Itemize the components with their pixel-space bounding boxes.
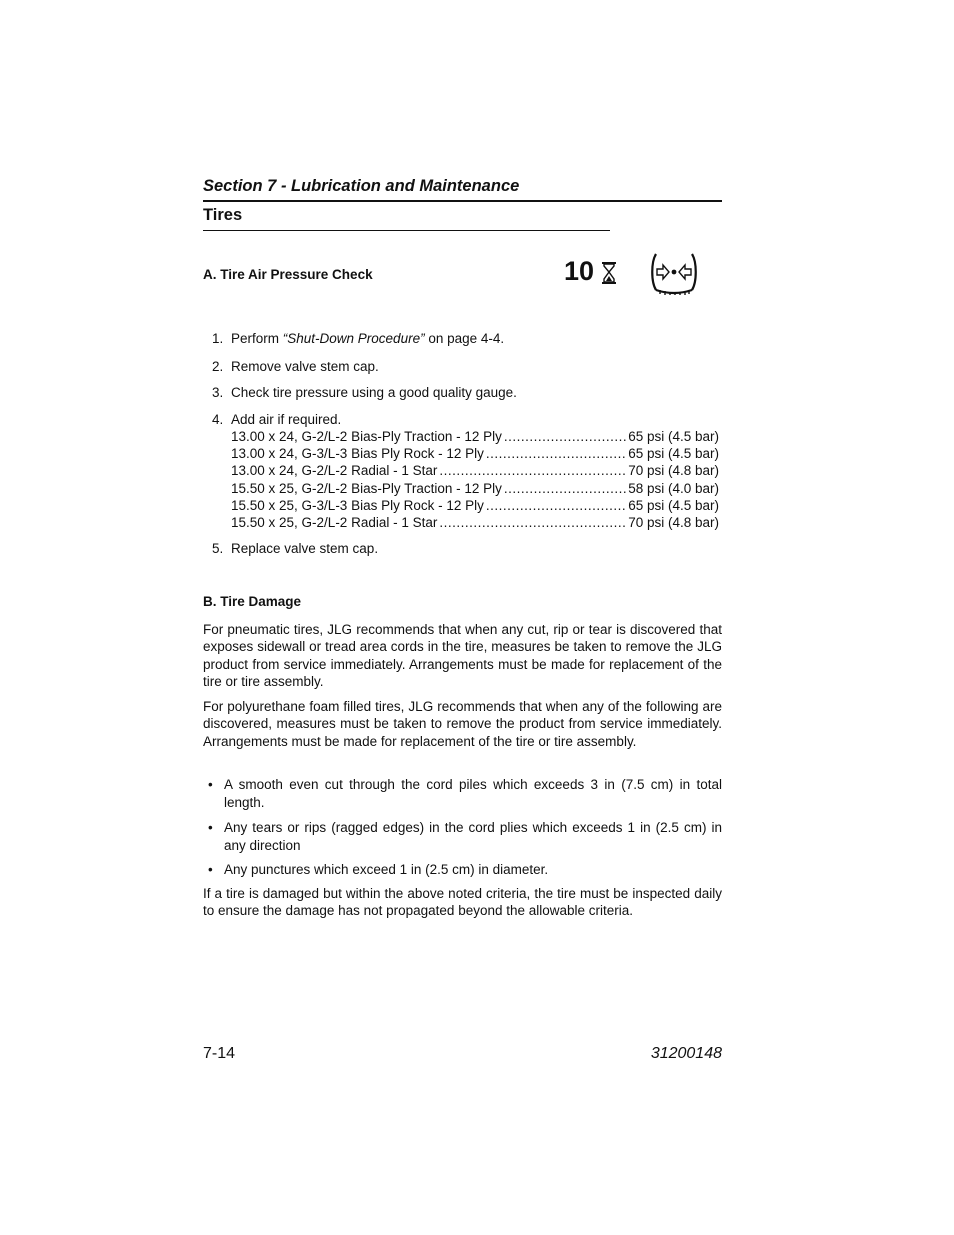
step-number: 4.	[212, 412, 224, 427]
dot-leader	[504, 481, 626, 496]
step-text-suffix: on page 4-4.	[424, 331, 505, 346]
step-text: Replace valve stem cap.	[231, 541, 379, 556]
bullet-marker: •	[208, 777, 213, 792]
maintenance-interval: 10	[564, 256, 595, 286]
tire-size: 15.50 x 25, G-3/L-3 Bias Ply Rock - 12 Ply	[231, 497, 484, 513]
step-text: Remove valve stem cap.	[231, 359, 379, 374]
step-text: Add air if required.	[231, 412, 342, 427]
bullet-marker: •	[208, 820, 213, 835]
list-item-text: Any punctures which exceed 1 in (2.5 cm) in diameter.	[224, 862, 549, 877]
tire-pressure: 70 psi (4.8 bar)	[628, 514, 719, 530]
list-item-text: Any tears or rips (ragged edges) in the cord plies which exceeds 1 in (2.5 cm) in any direction	[224, 820, 722, 853]
tire-pressure: 65 psi (4.5 bar)	[628, 429, 719, 444]
list-item-text: A smooth even cut through the cord piles which exceeds 3 in (7.5 cm) in total length.	[224, 777, 722, 810]
tire-spec-row	[231, 429, 719, 446]
subsection-title: Tires	[203, 206, 243, 224]
tire-size: 15.50 x 25, G-2/L-2 Radial - 1 Star	[231, 514, 438, 530]
step-item	[203, 541, 378, 556]
foam-filled-tires-paragraph: For polyurethane foam filled tires, JLG recommends that when any of the following are discovered, measures must be taken to remove the product from service immediately. Arrangements must be made for replacement of the tire or tire assembly.	[203, 699, 722, 749]
step-number: 5.	[212, 541, 224, 556]
step-text: Check tire pressure using a good quality gauge.	[231, 385, 517, 400]
document-number: 31200148	[650, 1045, 722, 1062]
bullet-marker: •	[208, 862, 213, 877]
header-rule	[203, 200, 722, 202]
step-text-prefix: Perform	[231, 331, 283, 346]
dot-leader	[439, 463, 626, 478]
step-number: 3.	[212, 385, 224, 400]
tire-pressure: 58 psi (4.0 bar)	[628, 480, 719, 496]
step-text	[231, 331, 504, 346]
tire-spec-row	[231, 481, 719, 498]
shut-down-procedure-reference: “Shut-Down Procedure”	[282, 331, 425, 346]
hourglass-icon	[601, 262, 617, 289]
step-item	[203, 359, 379, 374]
step-number: 2.	[212, 359, 224, 374]
tire-size: 15.50 x 25, G-2/L-2 Bias-Ply Traction - 12 Ply	[231, 480, 502, 496]
dot-leader	[486, 446, 626, 461]
page-number: 7-14	[203, 1045, 236, 1062]
dot-leader	[486, 498, 626, 513]
tire-pressure: 65 psi (4.5 bar)	[628, 446, 719, 462]
tire-pressure: 70 psi (4.8 bar)	[628, 463, 719, 479]
tire-size: 13.00 x 24, G-3/L-3 Bias Ply Rock - 12 Ply	[231, 446, 484, 462]
list-item	[203, 819, 722, 854]
tire-pressure: 65 psi (4.5 bar)	[628, 497, 719, 513]
heading-tire-damage: B. Tire Damage	[203, 594, 302, 609]
tire-pressure-table	[231, 429, 719, 532]
tire-size: 13.00 x 24, G-2/L-2 Bias-Ply Traction - 12 Ply	[231, 429, 502, 444]
step-item	[203, 331, 504, 346]
pneumatic-tires-paragraph: For pneumatic tires, JLG recommends that when any cut, rip or tear is discovered that exposes sidewall or tread area cords in the tire, measures be taken to remove the JLG product from service immediately. Arrangements must be made for replacement of the tire or tire assembly.	[203, 622, 722, 689]
tire-spec-row	[231, 446, 719, 463]
dot-leader	[439, 515, 626, 530]
step-number: 1.	[212, 331, 224, 346]
list-item	[203, 776, 722, 811]
list-item	[203, 861, 722, 879]
heading-tire-air-pressure: A. Tire Air Pressure Check	[203, 267, 373, 282]
tire-spec-row	[231, 498, 719, 515]
dot-leader	[504, 429, 626, 444]
inspection-paragraph: If a tire is damaged but within the above noted criteria, the tire must be inspected daily to ensure the damage has not propagated beyond the allowable criteria.	[203, 886, 722, 919]
step-item	[203, 385, 517, 400]
step-item	[203, 412, 341, 427]
subsection-rule	[203, 230, 610, 231]
tire-spec-row	[231, 515, 719, 532]
section-title: Section 7 - Lubrication and Maintenance	[203, 177, 520, 195]
tire-size: 13.00 x 24, G-2/L-2 Radial - 1 Star	[231, 463, 438, 479]
tire-spec-row	[231, 463, 719, 480]
tire-pressure-icon	[650, 250, 698, 301]
